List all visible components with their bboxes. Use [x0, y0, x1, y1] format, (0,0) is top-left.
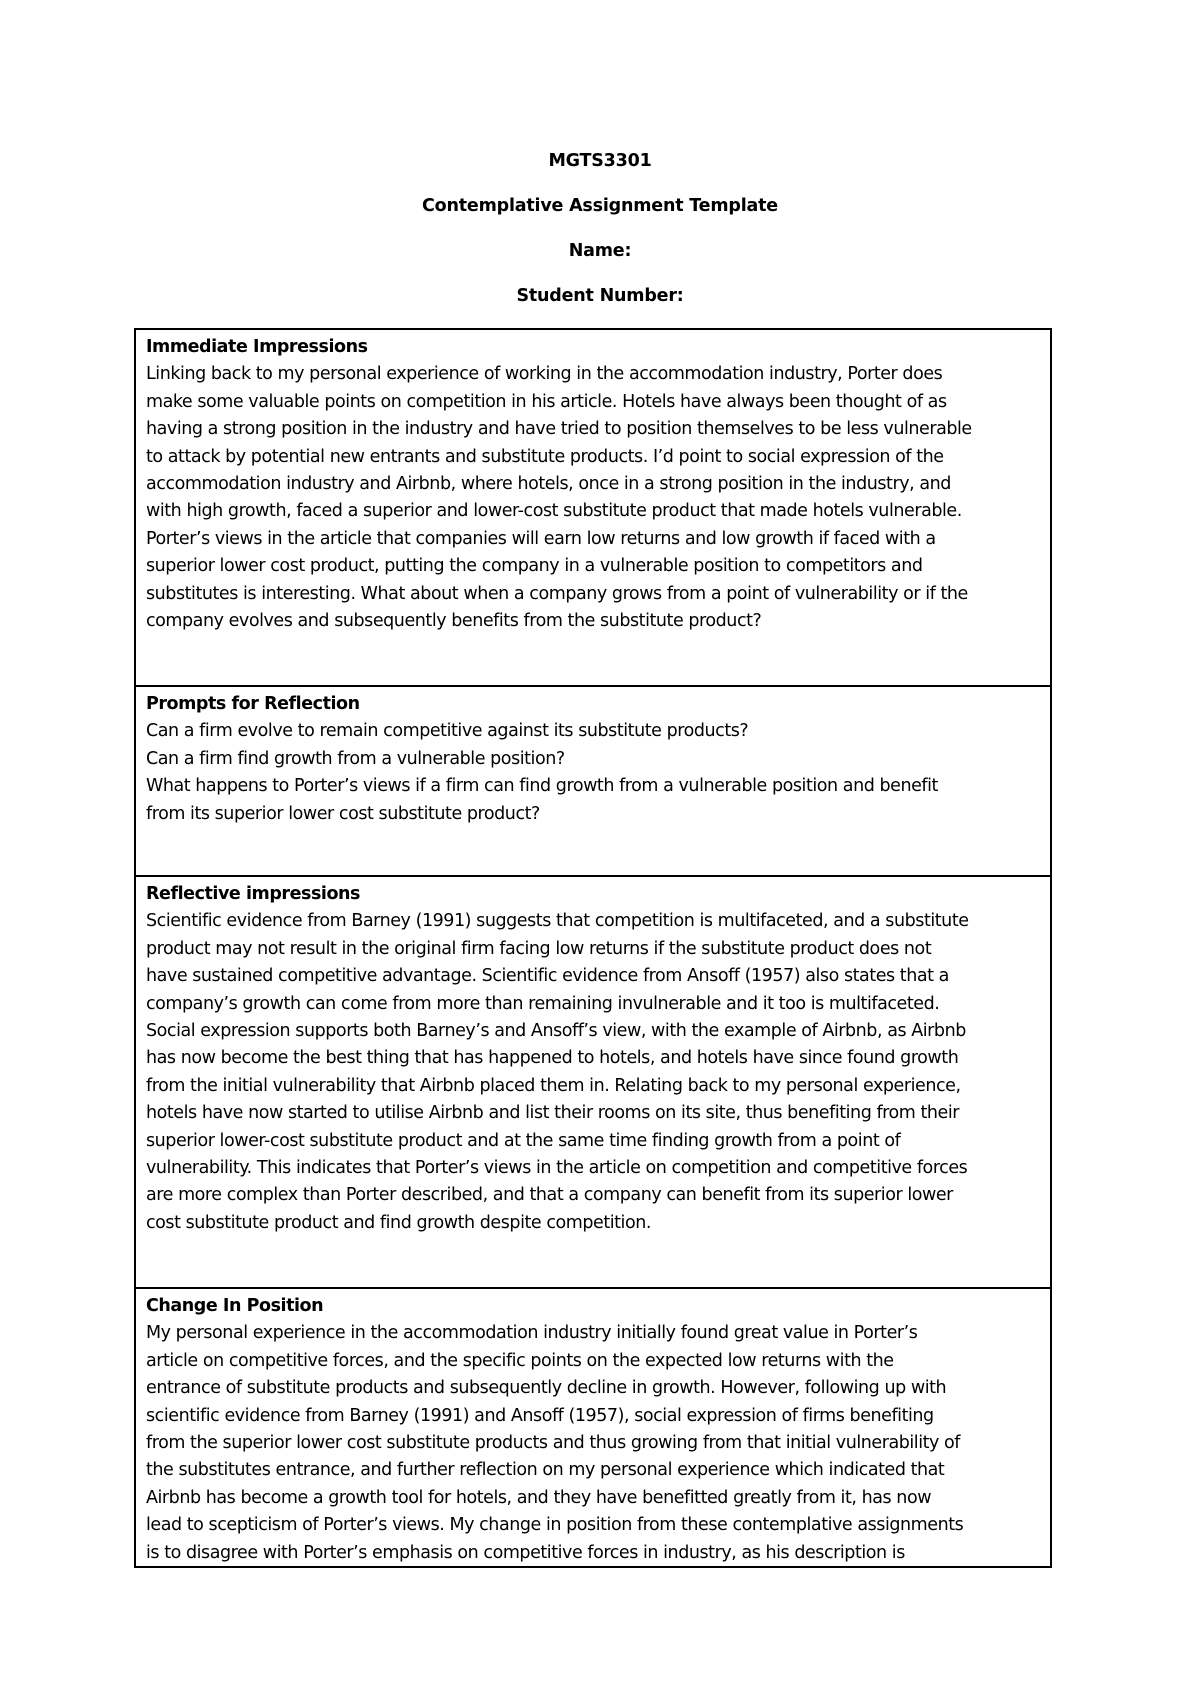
section-reflective-impressions: [136, 877, 1050, 1289]
section-text: Linking back to my personal experience of working in the accommodation industry, Porter does make some valuable points on competition in his article. Hotels have always been thought of as having a strong position in the industry and have tried to position themselves to be less vulnerable to attack by potential new entrants and substitute products. I’d point to social expression of the accommodation industry and Airbnb, where hotels, once in a strong position in the industry, and with high growth, faced a superior and lower-cost substitute product that made hotels vulnerable. Porter’s views in the article that companies will earn low returns and low growth if faced with a superior lower cost product, putting the company in a vulnerable position to competitors and substitutes is interesting. What about when a company grows from a point of vulnerability or if the company evolves and subsequently benefits from the substitute product?: [146, 364, 972, 632]
assignment-table: [134, 328, 1052, 1568]
section-title: Prompts for Reflection: [146, 694, 360, 714]
section-prompts-for-reflection: [136, 687, 1050, 877]
section-title: Change In Position: [146, 1296, 324, 1316]
section-change-in-position: [136, 1289, 1050, 1566]
section-title: Immediate Impressions: [146, 337, 368, 357]
document-header: [0, 150, 1200, 330]
course-code: MGTS3301: [548, 151, 652, 171]
section-text: My personal experience in the accommodation industry initially found great value in Porter’s article on competitive forces, and the specific points on the expected low returns with the entrance of substitute products and subsequently decline in growth. However, following up with scientific evidence from Barney (1991) and Ansoff (1957), social expression of firms benefiting from the superior lower cost substitute products and thus growing from that initial vulnerability of the substitutes entrance, and further reflection on my personal experience which indicated that Airbnb has become a growth tool for hotels, and they have benefitted greatly from it, has now lead to scepticism of Porter’s views. My change in position from these contemplative assignments is to disagree with Porter’s emphasis on competitive forces in industry, as his description is: [146, 1323, 964, 1563]
section-text: Scientific evidence from Barney (1991) suggests that competition is multifaceted, and a substitute product may not result in the original firm facing low returns if the substitute product does not have sustained competitive advantage. Scientific evidence from Ansoff (1957) also states that a company’s growth can come from more than remaining invulnerable and it too is multifaceted. Social expression supports both Barney’s and Ansoff’s view, with the example of Airbnb, as Airbnb has now become the best thing that has happened to hotels, and hotels have since found growth from the initial vulnerability that Airbnb placed them in. Relating back to my personal experience, hotels have now started to utilise Airbnb and list their rooms on its site, thus benefiting from their superior lower-cost substitute product and at the same time finding growth from a point of vulnerability. This indicates that Porter’s views in the article on competition and competitive forces are more complex than Porter described, and that a company can benefit from its superior lower cost substitute product and find growth despite competition.: [146, 911, 969, 1233]
template-title: Contemplative Assignment Template: [422, 196, 778, 216]
name-label: Name:: [568, 241, 632, 261]
section-text: Can a firm evolve to remain competitive against its substitute products? Can a firm find growth from a vulnerable position? What happens to Porter’s views if a firm can find growth from a vulnerable position and benefit from its superior lower cost substitute product?: [146, 721, 938, 824]
section-immediate-impressions: [136, 330, 1050, 687]
student-number-label: Student Number:: [516, 286, 684, 306]
section-title: Reflective impressions: [146, 884, 361, 904]
